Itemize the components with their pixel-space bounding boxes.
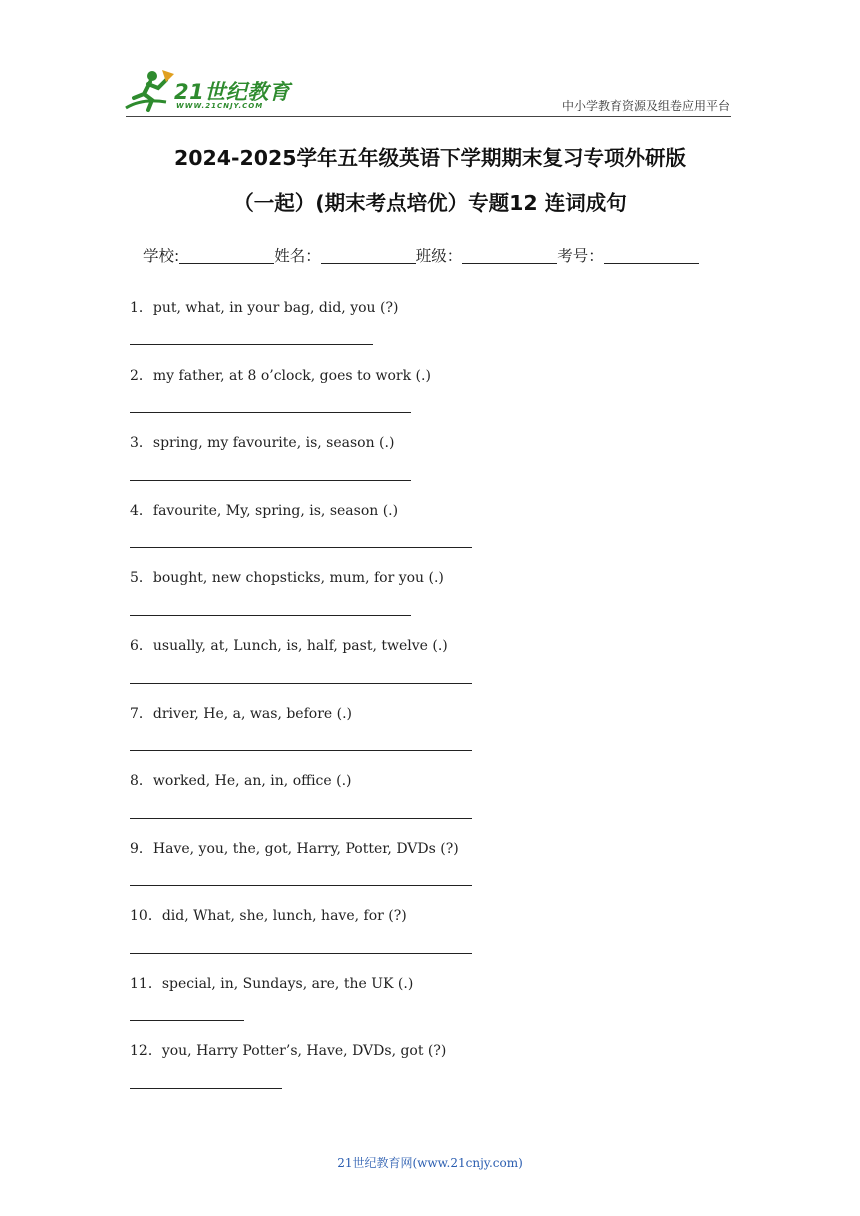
question-1: 1．put, what, in your bag, did, you (?) [130,300,399,316]
answer-line-6[interactable] [130,683,472,684]
platform-label: 中小学教育资源及组卷应用平台 [561,99,730,113]
name-label: 姓名： [274,247,321,265]
answer-line-5[interactable] [130,615,411,616]
number-label: 考号： [557,247,604,265]
answer-line-11[interactable] [130,1020,244,1021]
page-title-line-2: （一起）(期末考点培优）专题12 连词成句 [233,191,627,215]
question-11: 11．special, in, Sundays, are, the UK (.) [130,976,414,992]
question-5: 5．bought, new chopsticks, mum, for you (.) [130,570,444,586]
answer-line-12[interactable] [130,1088,282,1089]
answer-line-2[interactable] [130,412,411,413]
answer-line-10[interactable] [130,953,472,954]
question-8: 8．worked, He, an, in, office (.) [130,773,352,789]
page-header [0,0,860,120]
answer-line-8[interactable] [130,818,472,819]
school-label: 学校: [143,247,180,265]
question-9: 9．Have, you, the, got, Harry, Potter, DVDs (?) [130,841,459,857]
answer-line-1[interactable] [130,344,373,345]
class-label: 班级： [415,247,463,265]
class-blank[interactable] [462,246,557,264]
question-2: 2．my father, at 8 o’clock, goes to work (.) [130,368,431,384]
question-7: 7．driver, He, a, was, before (.) [130,706,353,722]
runner-logo-icon [122,68,178,116]
answer-line-7[interactable] [130,750,472,751]
answer-line-3[interactable] [130,480,411,481]
name-blank[interactable] [321,246,416,264]
answer-line-9[interactable] [130,885,472,886]
school-blank[interactable] [179,246,274,264]
question-3: 3．spring, my favourite, is, season (.) [130,435,395,451]
question-10: 10．did, What, she, lunch, have, for (?) [130,908,407,924]
logo-url: WWW.21CNJY.COM [176,102,264,110]
page-title-line-1: 2024-2025学年五年级英语下学期期末复习专项外研版 [173,146,687,170]
student-info [143,244,699,266]
logo [122,68,292,116]
answer-line-4[interactable] [130,547,472,548]
question-4: 4．favourite, My, spring, is, season (.) [130,503,399,519]
footer-link[interactable]: 21世纪教育网(www.21cnjy.com) [337,1156,523,1170]
logo-text: 21世纪教育 [174,80,291,104]
question-12: 12．you, Harry Potter’s, Have, DVDs, got (?) [130,1043,447,1059]
header-divider [126,116,731,117]
number-blank[interactable] [604,246,699,264]
question-6: 6．usually, at, Lunch, is, half, past, twelve (.) [130,638,448,654]
